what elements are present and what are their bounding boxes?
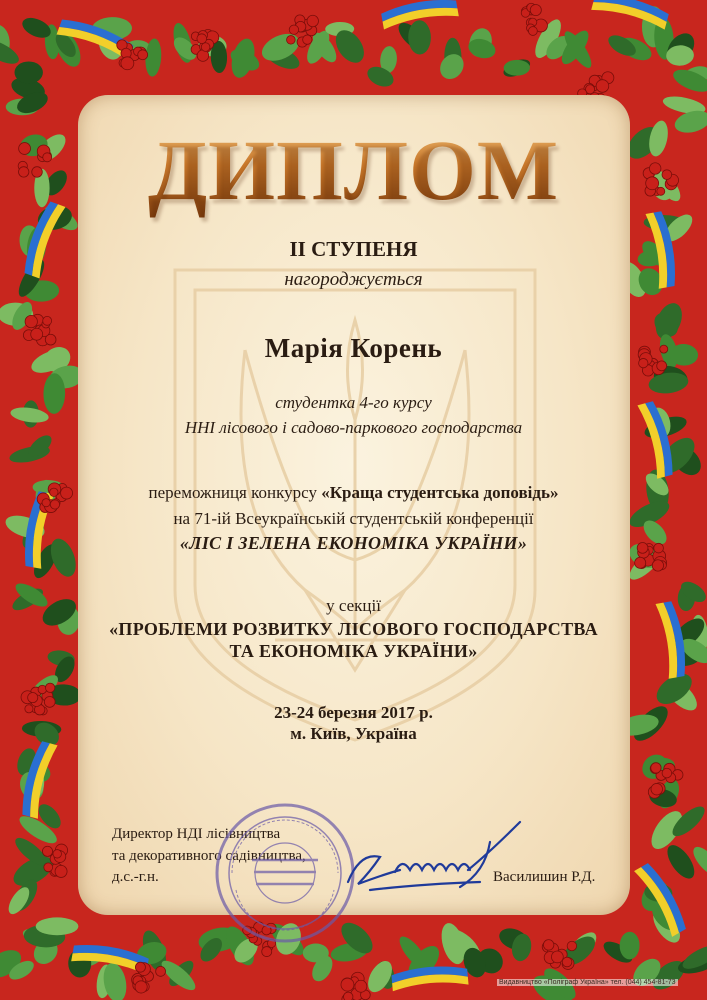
berry bbox=[530, 5, 541, 16]
awarded-text: нагороджується bbox=[284, 269, 423, 290]
director-name: Василишин Р.Д. bbox=[493, 869, 596, 885]
oak-leaf bbox=[408, 20, 431, 55]
diploma-degree: ІІ СТУПЕНЯ bbox=[289, 237, 418, 261]
berry bbox=[45, 683, 54, 692]
oak-leaf bbox=[435, 50, 468, 84]
oak-leaf bbox=[15, 61, 43, 83]
berry bbox=[156, 966, 166, 976]
flag-ribbon bbox=[391, 964, 469, 992]
berry bbox=[201, 43, 210, 52]
berry bbox=[567, 941, 576, 950]
conference-name: «ЛІС І ЗЕЛЕНА ЕКОНОМІКА УКРАЇНИ» bbox=[179, 533, 528, 553]
contest-name: «Краща студентська доповідь» bbox=[321, 483, 559, 502]
berry bbox=[562, 957, 572, 967]
conference-intro: на 71-ій Всеукраїнській студентській конференції bbox=[173, 509, 534, 528]
section-name-line1: «ПРОБЛЕМИ РОЗВИТКУ ЛІСОВОГО ГОСПОДАРСТВА bbox=[109, 619, 598, 639]
berry bbox=[25, 315, 37, 327]
director-title-line1: Директор НДІ лісівництва bbox=[112, 826, 281, 842]
berry bbox=[551, 951, 563, 963]
institute-stamp-icon bbox=[212, 800, 358, 946]
director-title-line2: та декоративного садівництва, bbox=[112, 848, 306, 864]
student-status: студентка 4-го курсу bbox=[275, 393, 432, 412]
berry bbox=[135, 962, 145, 972]
oak-leaf bbox=[662, 841, 699, 883]
berry bbox=[303, 35, 312, 44]
berry bbox=[44, 863, 53, 872]
berry bbox=[289, 25, 298, 34]
berry bbox=[341, 978, 354, 991]
berry bbox=[28, 693, 38, 703]
berry bbox=[651, 783, 663, 795]
berry bbox=[55, 865, 67, 877]
oak-leaf bbox=[228, 36, 259, 80]
berry bbox=[287, 36, 296, 45]
berry bbox=[651, 763, 661, 773]
institute-name: ННІ лісового і садово-паркового господарства bbox=[184, 418, 523, 437]
section-name-line2: ТА ЕКОНОМІКА УКРАЇНИ» bbox=[229, 641, 478, 661]
berry bbox=[42, 846, 52, 856]
berry bbox=[197, 34, 207, 44]
director-title-line3: д.с.-г.н. bbox=[112, 869, 159, 885]
recipient-name: Марія Корень bbox=[264, 333, 443, 363]
event-dates: 23-24 березня 2017 р. bbox=[274, 703, 433, 722]
oak-leaf bbox=[36, 917, 79, 935]
diploma-title: ДИПЛОМ bbox=[0, 120, 707, 220]
berry bbox=[307, 15, 318, 26]
berry bbox=[262, 947, 272, 957]
berry bbox=[355, 980, 367, 992]
berry bbox=[43, 316, 52, 325]
flag-ribbon bbox=[591, 0, 670, 30]
berry bbox=[635, 557, 646, 568]
berry bbox=[596, 80, 609, 93]
winner-line bbox=[0, 483, 707, 503]
berry bbox=[652, 560, 663, 571]
berry bbox=[138, 50, 148, 60]
event-place: м. Київ, Україна bbox=[290, 724, 417, 743]
winner-prefix: переможниця конкурсу bbox=[148, 483, 322, 502]
berry bbox=[528, 27, 537, 36]
berry bbox=[543, 940, 554, 951]
berry bbox=[53, 850, 61, 858]
handwritten-signature-icon bbox=[340, 812, 530, 902]
berry bbox=[343, 992, 352, 1000]
berry bbox=[135, 981, 147, 993]
section-label: у секції bbox=[326, 596, 381, 615]
berry bbox=[662, 768, 672, 778]
berry bbox=[121, 57, 134, 70]
printer-note: Видавництво «Поліграф Україна» тел. (044) 454-81-73 bbox=[499, 979, 676, 986]
